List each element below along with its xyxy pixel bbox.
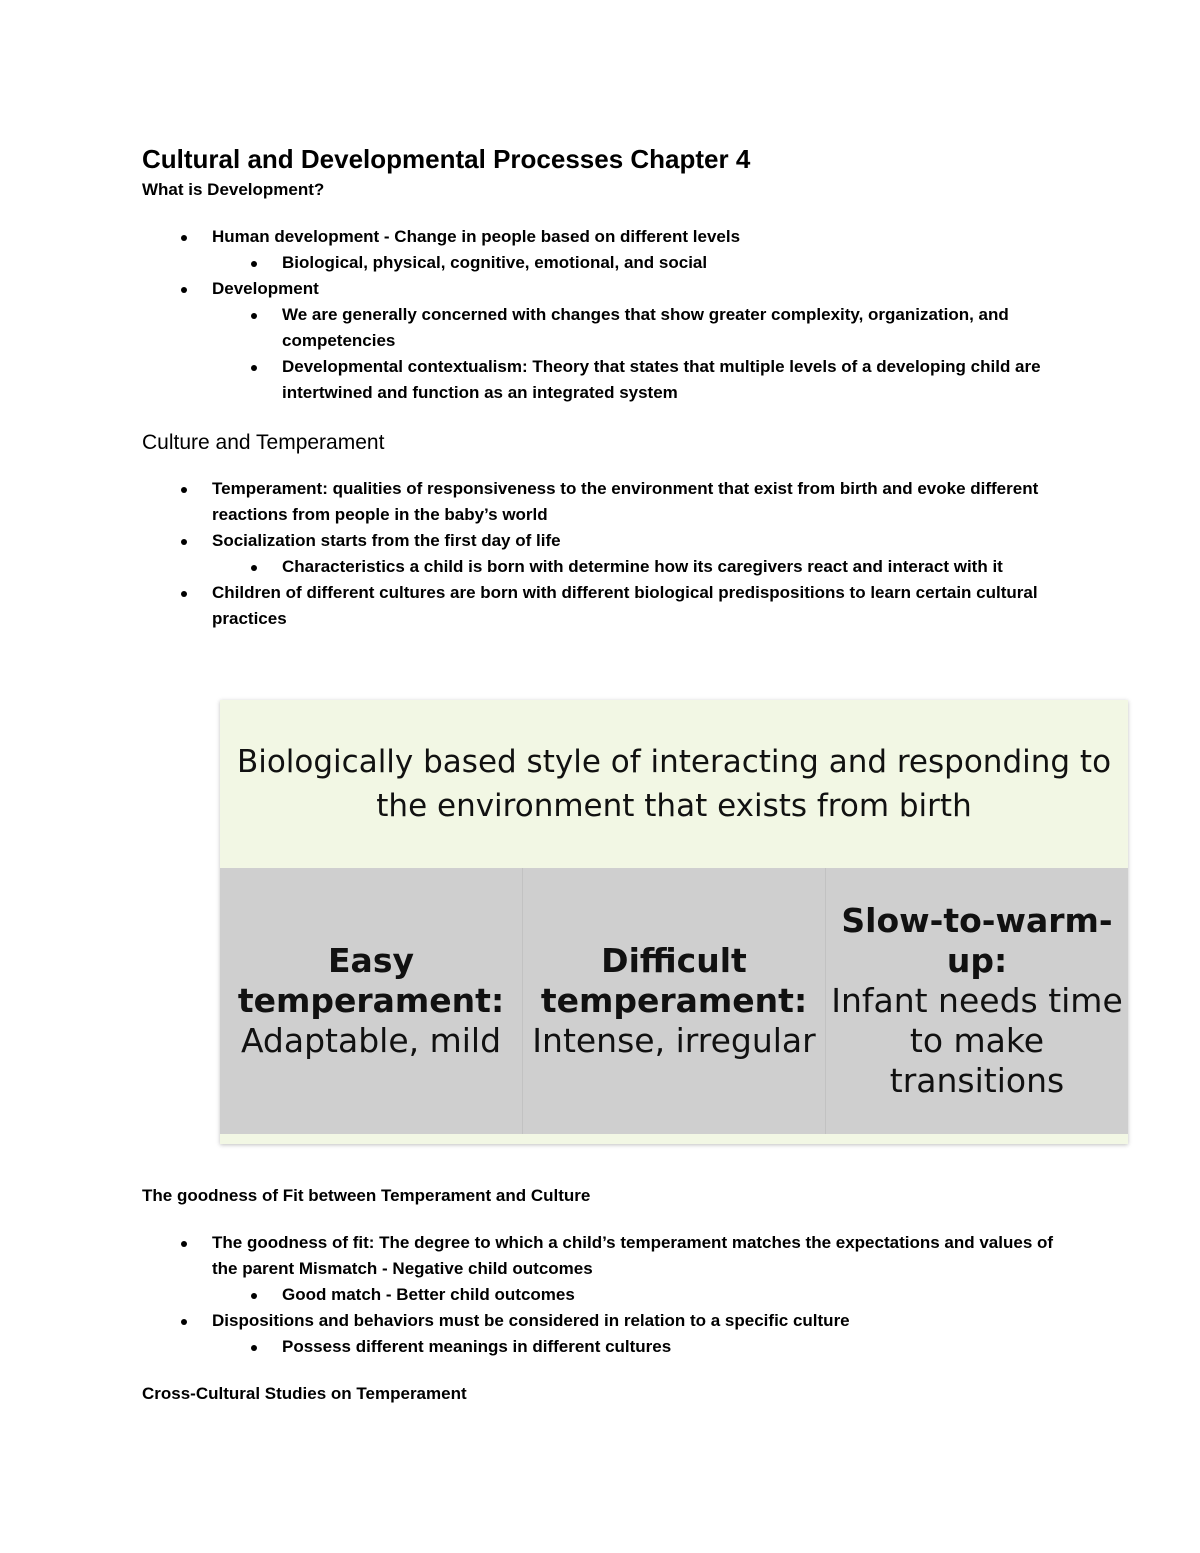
bullet-icon [181, 1241, 187, 1247]
list-item: Possess different meanings in different cultures [212, 1334, 1082, 1360]
list-item: Good match - Better child outcomes [212, 1282, 1082, 1308]
page-title: Cultural and Developmental Processes Chapter 4 [142, 144, 751, 174]
list-item: The goodness of fit: The degree to which a child’s temperament matches the expectations and values of the parent Mismatch - Negative child outcomes Good match - Better child outcomes [142, 1230, 1082, 1308]
bullet-icon [251, 1345, 257, 1351]
list-item: Human development - Change in people based on different levels Biological, physical, cognitive, emotional, and social [142, 224, 1082, 276]
bullet-icon [251, 365, 257, 371]
figure-cell-slow: Slow-to-warm-up: Infant needs time to make transitions [831, 901, 1123, 1100]
list-item: Dispositions and behaviors must be considered in relation to a specific culture Possess different meanings in different cultures [142, 1308, 1082, 1360]
list-item: Characteristics a child is born with determine how its caregivers react and interact with it [212, 554, 1082, 580]
bullet-icon [181, 1319, 187, 1325]
bullet-icon [251, 313, 257, 319]
figure-footer-band [220, 1134, 1128, 1144]
bullet-icon [181, 539, 187, 545]
figure-cell-difficult: Difficult temperament: Intense, irregular [523, 868, 826, 1134]
section-heading-goodness-of-fit: The goodness of Fit between Temperament and Culture [142, 1186, 591, 1205]
temperament-list [142, 476, 1082, 632]
goodness-of-fit-list [142, 1230, 1082, 1360]
bullet-icon [181, 235, 187, 241]
document-page [142, 140, 1082, 654]
figure-cells [220, 868, 1128, 1134]
bullet-icon [251, 1293, 257, 1299]
list-item: Children of different cultures are born with different biological predispositions to learn certain cultural practices [142, 580, 1082, 632]
development-list [142, 224, 1082, 406]
bullet-icon [251, 261, 257, 267]
figure-cell-easy: Easy temperament: Adaptable, mild [220, 868, 523, 1134]
list-item: Biological, physical, cognitive, emotional, and social [212, 250, 1082, 276]
section-heading-temperament: Culture and Temperament [142, 431, 385, 454]
document-page-lower [142, 1184, 1082, 1428]
section-heading-development: What is Development? [142, 180, 325, 199]
list-item: Temperament: qualities of responsiveness to the environment that exist from birth and evoke different reactions from people in the baby’s world [142, 476, 1082, 528]
list-item: Socialization starts from the first day of life Characteristics a child is born with determine how its caregivers react and interact with it [142, 528, 1082, 580]
bullet-icon [181, 287, 187, 293]
figure-heading: Biologically based style of interacting and responding to the environment that exists from birth [220, 700, 1128, 868]
list-item: Development We are generally concerned with changes that show greater complexity, organization, and competencies Developmental contextualism: Theory that states that multiple levels of a developing child are intertwined and function as an integrated system [142, 276, 1082, 406]
list-item: We are generally concerned with changes that show greater complexity, organization, and competencies [212, 302, 1082, 354]
section-heading-cross-cultural: Cross-Cultural Studies on Temperament [142, 1384, 467, 1403]
bullet-icon [251, 565, 257, 571]
bullet-icon [181, 487, 187, 493]
list-item: Developmental contextualism: Theory that states that multiple levels of a developing child are intertwined and function as an integrated system [212, 354, 1082, 406]
temperament-figure [220, 700, 1128, 1144]
bullet-icon [181, 591, 187, 597]
